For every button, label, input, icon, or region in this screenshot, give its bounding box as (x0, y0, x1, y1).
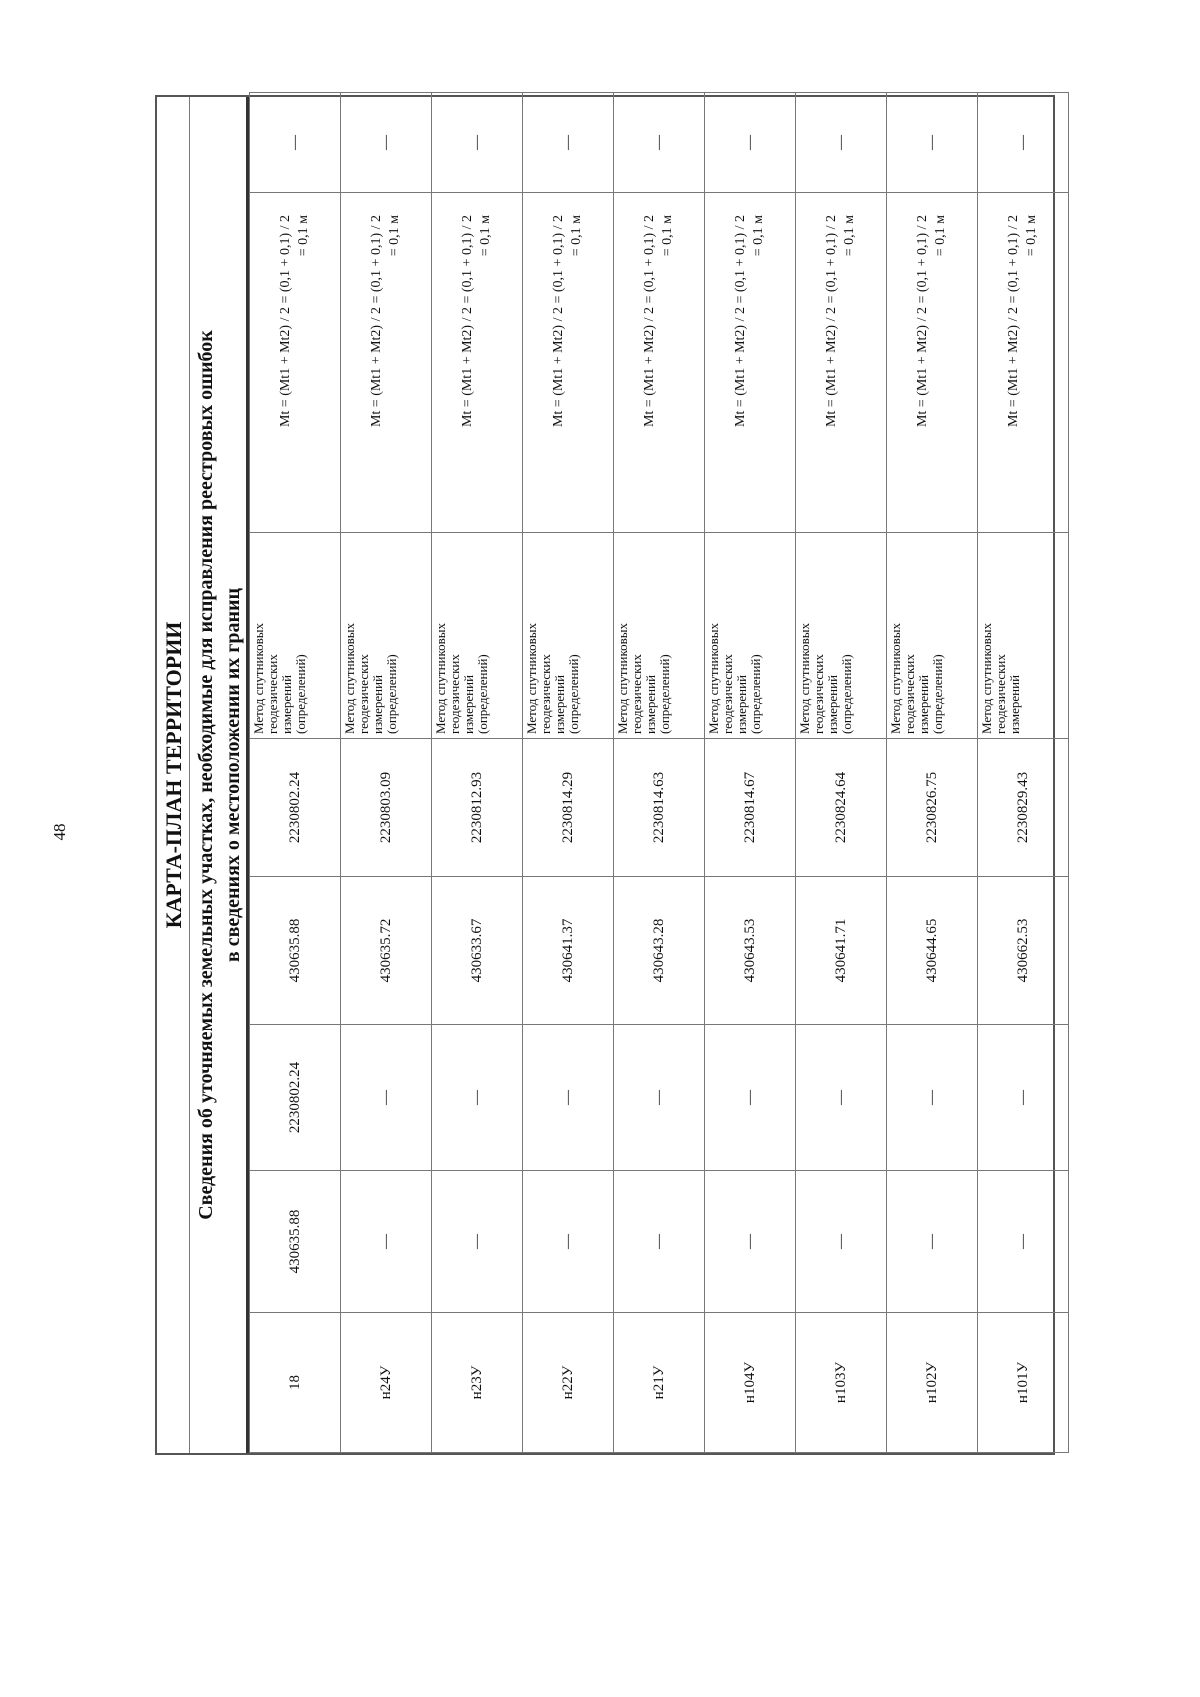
new-x-cell: 430641.71 (796, 877, 887, 1025)
old-x-cell: — (796, 1171, 887, 1313)
new-x-cell: 430643.28 (614, 877, 705, 1025)
accuracy-formula-cell (341, 193, 432, 533)
table-row (614, 93, 705, 1453)
method-line: геодезических (629, 654, 644, 734)
formula-line-1: Mt = (Mt1 + Mt2) / 2 = (0,1 + 0,1) / 2 (460, 215, 475, 428)
title-box (157, 97, 249, 1453)
method-line: Метод спутниковых (433, 622, 448, 734)
new-y-cell: 2230824.64 (796, 739, 887, 877)
method-line: геодезических (538, 654, 553, 734)
method-cell (978, 533, 1069, 739)
table-row (432, 93, 523, 1453)
point-name-cell: н103У (796, 1313, 887, 1453)
accuracy-formula-cell (614, 193, 705, 533)
point-name-cell: н104У (705, 1313, 796, 1453)
new-x-cell: 430635.72 (341, 877, 432, 1025)
formula-line-2: = 0,1 м (751, 215, 766, 257)
rotated-page-content (155, 95, 1055, 1455)
table-row (978, 93, 1069, 1453)
method-line: (определений) (930, 654, 945, 734)
formula-line-2: = 0,1 м (387, 215, 402, 257)
point-name-cell: н24У (341, 1313, 432, 1453)
new-x-cell: 430662.53 (978, 877, 1069, 1025)
method-line: геодезических (993, 654, 1008, 734)
formula-line-1: Mt = (Mt1 + Mt2) / 2 = (0,1 + 0,1) / 2 (369, 215, 384, 428)
new-x-cell: 430641.37 (523, 877, 614, 1025)
extra-cell: — (887, 93, 978, 193)
table-row (341, 93, 432, 1453)
method-cell (705, 533, 796, 739)
point-name-cell: н101У (978, 1313, 1069, 1453)
new-y-cell: 2230814.29 (523, 739, 614, 877)
point-name-cell: н21У (614, 1313, 705, 1453)
method-cell (887, 533, 978, 739)
old-x-cell: — (614, 1171, 705, 1313)
extra-cell: — (341, 93, 432, 193)
method-line: (определений) (293, 654, 308, 734)
old-y-cell: 2230802.24 (250, 1025, 341, 1171)
point-name-cell: н22У (523, 1313, 614, 1453)
method-cell (250, 533, 341, 739)
document-sheet (155, 95, 1055, 1455)
table-row (523, 93, 614, 1453)
formula-line-1: Mt = (Mt1 + Mt2) / 2 = (0,1 + 0,1) / 2 (915, 215, 930, 428)
method-line: Метод спутниковых (706, 622, 721, 734)
method-line: (определений) (657, 654, 672, 734)
method-line: Метод спутниковых (797, 622, 812, 734)
method-line: измерений (461, 674, 476, 734)
point-name-cell: 18 (250, 1313, 341, 1453)
method-line: (определений) (384, 654, 399, 734)
old-y-cell: — (978, 1025, 1069, 1171)
formula-line-1: Mt = (Mt1 + Mt2) / 2 = (0,1 + 0,1) / 2 (278, 215, 293, 428)
accuracy-formula-cell (887, 193, 978, 533)
old-x-cell: — (341, 1171, 432, 1313)
method-line: Метод спутниковых (251, 622, 266, 734)
formula-line-1: Mt = (Mt1 + Mt2) / 2 = (0,1 + 0,1) / 2 (642, 215, 657, 428)
new-y-cell: 2230803.09 (341, 739, 432, 877)
formula-line-1: Mt = (Mt1 + Mt2) / 2 = (0,1 + 0,1) / 2 (824, 215, 839, 428)
table-body (250, 93, 1069, 1453)
accuracy-formula-cell (705, 193, 796, 533)
formula-line-2: = 0,1 м (660, 215, 675, 257)
method-line: Метод спутниковых (979, 622, 994, 734)
method-line: Метод спутниковых (342, 622, 357, 734)
method-cell (523, 533, 614, 739)
new-y-cell: 2230829.43 (978, 739, 1069, 877)
method-line: (определений) (475, 654, 490, 734)
accuracy-formula-cell (978, 193, 1069, 533)
table-row (250, 93, 341, 1453)
extra-cell: — (250, 93, 341, 193)
point-name-cell: н23У (432, 1313, 523, 1453)
formula-line-2: = 0,1 м (1024, 215, 1039, 257)
method-line: геодезических (356, 654, 371, 734)
extra-cell: — (614, 93, 705, 193)
accuracy-formula-cell (432, 193, 523, 533)
new-y-cell: 2230814.63 (614, 739, 705, 877)
method-cell (796, 533, 887, 739)
new-x-cell: 430635.88 (250, 877, 341, 1025)
old-y-cell: — (341, 1025, 432, 1171)
extra-cell: — (705, 93, 796, 193)
accuracy-formula-cell (523, 193, 614, 533)
method-line: измерений (279, 674, 294, 734)
extra-cell: — (796, 93, 887, 193)
method-line: геодезических (811, 654, 826, 734)
extra-cell: — (432, 93, 523, 193)
method-line: измерений (734, 674, 749, 734)
method-line: измерений (552, 674, 567, 734)
old-y-cell: — (705, 1025, 796, 1171)
formula-line-2: = 0,1 м (296, 215, 311, 257)
method-line: Метод спутниковых (888, 622, 903, 734)
method-line: измерений (825, 674, 840, 734)
subtitle-line-2: в сведениях о местоположении их границ (222, 587, 244, 963)
method-cell (614, 533, 705, 739)
formula-line-1: Mt = (Mt1 + Mt2) / 2 = (0,1 + 0,1) / 2 (733, 215, 748, 428)
accuracy-formula-cell (250, 193, 341, 533)
method-line: (определений) (839, 654, 854, 734)
method-line: измерений (1007, 674, 1022, 734)
method-line: Метод спутниковых (615, 622, 630, 734)
old-x-cell: — (432, 1171, 523, 1313)
formula-line-2: = 0,1 м (933, 215, 948, 257)
subtitle-line-1: Сведения об уточняемых земельных участках, необходимые для исправления реестровых ошибок (195, 330, 217, 1220)
table-row (705, 93, 796, 1453)
old-y-cell: — (614, 1025, 705, 1171)
old-x-cell: — (887, 1171, 978, 1313)
new-y-cell: 2230802.24 (250, 739, 341, 877)
old-y-cell: — (432, 1025, 523, 1171)
page-title: КАРТА-ПЛАН ТЕРРИТОРИИ (157, 97, 190, 1453)
extra-cell: — (523, 93, 614, 193)
old-y-cell: — (887, 1025, 978, 1171)
formula-line-2: = 0,1 м (569, 215, 584, 257)
method-line: геодезических (902, 654, 917, 734)
accuracy-formula-cell (796, 193, 887, 533)
method-line: измерений (370, 674, 385, 734)
old-y-cell: — (523, 1025, 614, 1171)
new-x-cell: 430633.67 (432, 877, 523, 1025)
method-cell (432, 533, 523, 739)
table-row (796, 93, 887, 1453)
method-line: измерений (916, 674, 931, 734)
method-line: измерений (643, 674, 658, 734)
method-line: (определений) (748, 654, 763, 734)
method-line: геодезических (265, 654, 280, 734)
new-y-cell: 2230826.75 (887, 739, 978, 877)
method-line: (определений) (566, 654, 581, 734)
point-name-cell: н102У (887, 1313, 978, 1453)
method-line: Метод спутниковых (524, 622, 539, 734)
coordinates-table (249, 92, 1069, 1453)
formula-line-1: Mt = (Mt1 + Mt2) / 2 = (0,1 + 0,1) / 2 (551, 215, 566, 428)
formula-line-2: = 0,1 м (842, 215, 857, 257)
old-x-cell: 430635.88 (250, 1171, 341, 1313)
table-row (887, 93, 978, 1453)
method-line: геодезических (720, 654, 735, 734)
new-y-cell: 2230814.67 (705, 739, 796, 877)
extra-cell: — (978, 93, 1069, 193)
new-x-cell: 430643.53 (705, 877, 796, 1025)
formula-line-1: Mt = (Mt1 + Mt2) / 2 = (0,1 + 0,1) / 2 (1006, 215, 1021, 428)
new-y-cell: 2230812.93 (432, 739, 523, 877)
old-x-cell: — (978, 1171, 1069, 1313)
method-line: геодезических (447, 654, 462, 734)
new-x-cell: 430644.65 (887, 877, 978, 1025)
page-number: 48 (50, 823, 69, 841)
old-x-cell: — (705, 1171, 796, 1313)
method-cell (341, 533, 432, 739)
old-x-cell: — (523, 1171, 614, 1313)
old-y-cell: — (796, 1025, 887, 1171)
formula-line-2: = 0,1 м (478, 215, 493, 257)
